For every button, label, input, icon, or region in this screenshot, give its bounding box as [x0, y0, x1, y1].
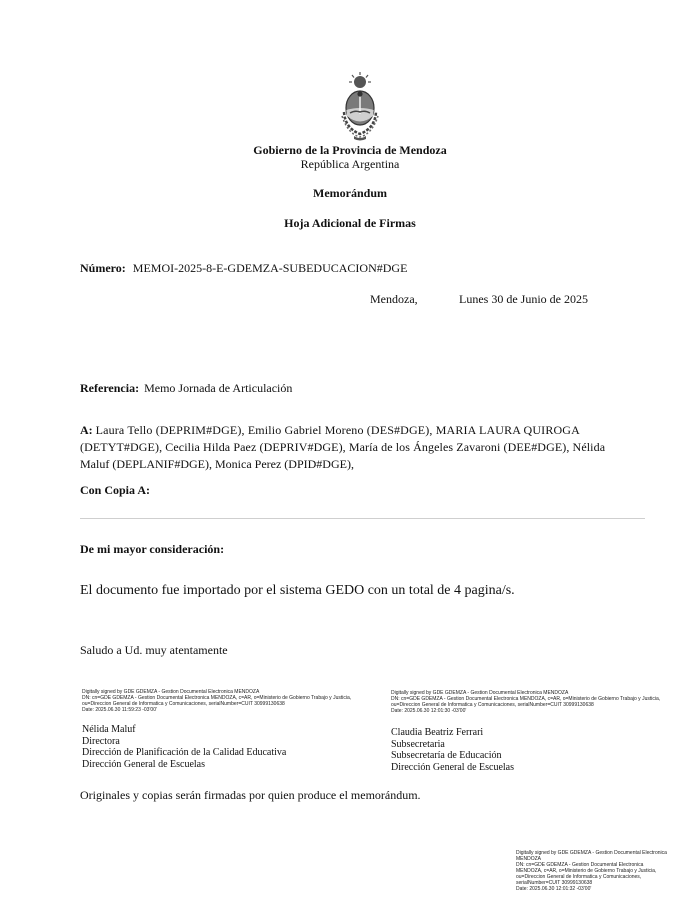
final-signature-line: MENDOZA — [516, 856, 541, 862]
signer-2 — [391, 727, 514, 773]
copy-label: Con Copia A: — [80, 483, 151, 497]
final-signature-line: DN: cn=GDE GDEMZA - Gestion Documental Electronica — [516, 862, 644, 868]
separator-line — [80, 518, 645, 519]
recipients-text-1: Laura Tello (DEPRIM#DGE), Emilio Gabriel Moreno (DES#DGE), MARIA LAURA QUIROGA — [95, 423, 580, 437]
reference-row — [80, 381, 292, 396]
signer-1 — [82, 724, 286, 770]
recipients-line-1 — [80, 422, 645, 439]
document-type: Memorándum — [313, 186, 387, 200]
reference-label: Referencia: — [80, 381, 140, 395]
signer-1-role: Directora — [82, 735, 120, 747]
digital-signature-1-line: Digitally signed by GDE GDEMZA - Gestion Documental Electronica MENDOZA — [82, 689, 260, 695]
signer-2-organization: Dirección General de Escuelas — [391, 761, 514, 773]
recipients-label: A: — [80, 423, 93, 437]
digital-signature-1-line: ou=Direccion General de Informatica y Comunicaciones, serialNumber=CUIT 30999130638 — [82, 701, 285, 707]
signer-2-role: Subsecretaria — [391, 738, 445, 750]
signer-2-name: Claudia Beatriz Ferrari — [391, 727, 484, 738]
document-number-row — [80, 261, 407, 276]
greeting: De mi mayor consideración: — [80, 542, 225, 556]
signer-1-name: Nélida Maluf — [82, 724, 136, 735]
document-subtitle: Hoja Adicional de Firmas — [284, 216, 416, 230]
digital-signature-2-line: DN: cn=GDE GDEMZA - Gestion Documental Electronica MENDOZA, c=AR, o=Ministerio de Gobierno Trabajo y Justicia, — [391, 696, 661, 702]
recipients-block — [80, 422, 645, 473]
final-signature-line: Digitally signed by GDE GDEMZA - Gestion Documental Electronica — [516, 850, 667, 856]
final-signature-line: ou=Direccion General de Informatica y Comunicaciones, — [516, 874, 642, 880]
digital-signature-1-line: Date: 2025.06.30 11:59:23 -03'00' — [82, 707, 157, 713]
country-name: República Argentina — [300, 157, 400, 171]
signer-1-organization: Dirección General de Escuelas — [82, 758, 205, 770]
recipients-line-2: (DETYT#DGE), Cecilia Hilda Paez (DEPRIV#DGE), María de los Ángeles Zavaroni (DEE#DGE), Nélida — [80, 440, 606, 454]
recipients-line-3: Maluf (DEPLANIF#DGE), Monica Perez (DPID#DGE), — [80, 457, 354, 471]
digital-signature-1 — [82, 689, 351, 713]
digital-signature-1-line: DN: cn=GDE GDEMZA - Gestion Documental Electronica MENDOZA, c=AR, o=Ministerio de Gobierno Trabajo y Justicia, — [82, 695, 352, 701]
footer-note: Originales y copias serán firmadas por quien produce el memorándum. — [80, 788, 421, 802]
final-signature-line: serialNumber=CUIT 30999130638 — [516, 880, 593, 886]
mendoza-coat-of-arms-icon — [336, 72, 384, 142]
signer-1-unit: Dirección de Planificación de la Calidad Educativa — [82, 747, 287, 758]
digital-signature-2-line: ou=Direccion General de Informatica y Comunicaciones, serialNumber=CUIT 30999130638 — [391, 702, 594, 708]
reference-value: Memo Jornada de Articulación — [144, 381, 293, 395]
final-signature-line: Date: 2025.06.30 12:01:32 -03'00' — [516, 886, 592, 892]
document-number-label: Número: — [80, 261, 126, 275]
body-text: El documento fue importado por el sistema GEDO con un total de 4 pagina/s. — [80, 583, 515, 598]
date: Lunes 30 de Junio de 2025 — [459, 292, 588, 306]
closing-salutation: Saludo a Ud. muy atentamente — [80, 643, 228, 657]
government-title: Gobierno de la Provincia de Mendoza — [253, 143, 447, 157]
place: Mendoza, — [370, 292, 418, 306]
final-signature-line: MENDOZA, c=AR, o=Ministerio de Gobierno Trabajo y Justicia, — [516, 868, 657, 874]
final-digital-signature — [516, 850, 667, 892]
digital-signature-2 — [391, 690, 660, 714]
digital-signature-2-line: Date: 2025.06.30 12:01:30 -03'00' — [391, 708, 467, 714]
digital-signature-2-line: Digitally signed by GDE GDEMZA - Gestion Documental Electronica MENDOZA — [391, 690, 569, 696]
signer-2-unit: Subsecretaría de Educación — [391, 750, 502, 761]
document-number-value: MEMOI-2025-8-E-GDEMZA-SUBEDUCACION#DGE — [132, 261, 408, 275]
